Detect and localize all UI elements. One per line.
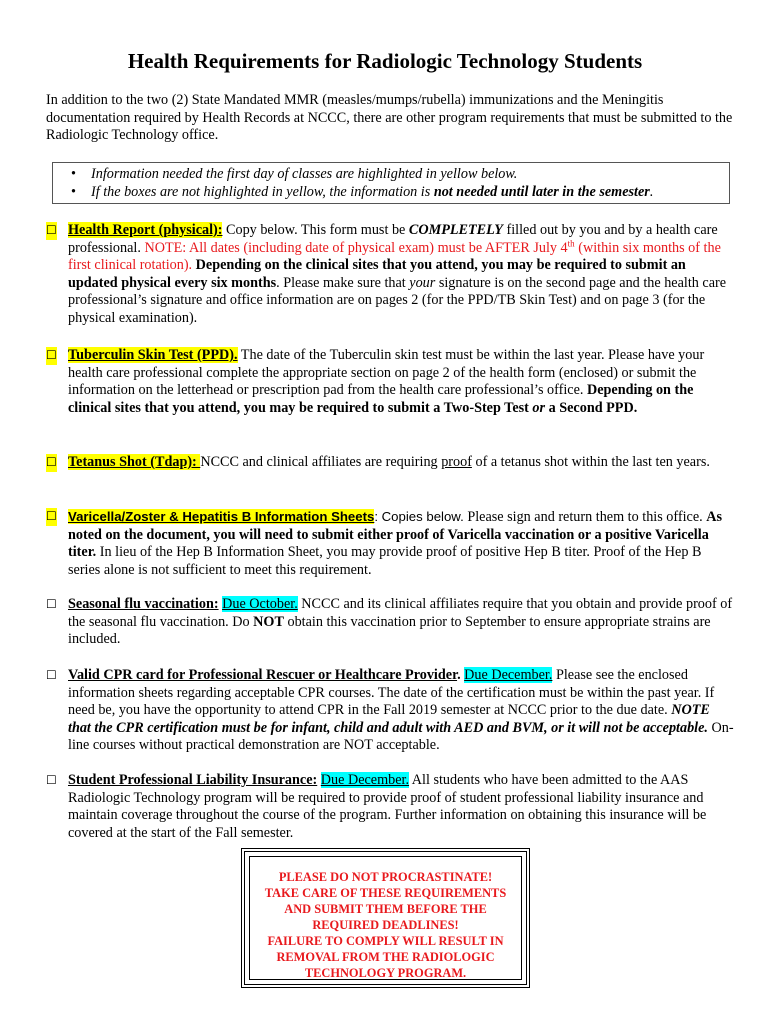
- health-report-text-4: signature is on the second page and the health care professional’s signature and office information are on pages 2 (for the PPD/TB Skin Test) and on page 3 (for the physical examination).: [68, 274, 727, 326]
- checkbox-tetanus[interactable]: ☐: [46, 454, 57, 472]
- varicella-bold: As noted on the document, you will need to submit either proof of Varicella vaccination or a positive Varicella titer.: [68, 509, 722, 561]
- tuberculin-text: The date of the Tuberculin skin test must be within the last year. Please have your health care professional complete the appropriate section on page 2 of the health form (enclosed) or submit the information on the letterhead or prescription pad from the health care professional’s office.: [68, 347, 705, 399]
- health-report-note-2: (within six months of the first clinical rotation).: [68, 239, 721, 274]
- warning-line-4: REQUIRED DEADLINES!: [312, 918, 459, 932]
- info-line-2-emphasis: not needed until later in the semester: [433, 183, 650, 200]
- requirement-health-report: [46, 222, 736, 328]
- flu-text-2: obtain this vaccination prior to September to ensure appropriate strains are included.: [68, 613, 711, 648]
- tetanus-text-1: NCCC and clinical affiliates are requiring: [200, 454, 442, 470]
- insurance-due-badge: Due December.: [320, 772, 410, 788]
- health-report-text-3: . Please make sure that: [276, 274, 410, 291]
- health-report-completely: COMPLETELY: [408, 222, 503, 238]
- info-line-1: • Information needed the first day of classes are highlighted in yellow below.: [71, 166, 729, 184]
- warning-line-1: PLEASE DO NOT PROCRASTINATE!: [278, 870, 493, 884]
- varicella-heading: Varicella/Zoster & Hepatitis B Information Sheets: [68, 509, 375, 524]
- checkbox-cpr[interactable]: ☐: [46, 668, 57, 682]
- checkbox-health-report[interactable]: ☐: [46, 222, 57, 240]
- cpr-note: NOTE that the CPR certification must be for infant, child and adult with AED and BVM, or it will not be acceptable.: [68, 702, 710, 736]
- tetanus-proof: proof: [441, 454, 472, 470]
- checkbox-tuberculin[interactable]: ☐: [46, 347, 57, 365]
- cpr-heading: Valid CPR card for Professional Rescuer or Healthcare Provider: [68, 667, 458, 683]
- insurance-text: All students who have been admitted to the AAS Radiologic Technology program will be required to provide proof of student professional liability insurance and maintain coverage throughout the course of the program. Further information on obtaining this insurance will be covered at the start of the Fall semester.: [68, 772, 707, 841]
- flu-heading: Seasonal flu vaccination:: [68, 596, 219, 612]
- flu-due-badge: Due October.: [222, 596, 298, 612]
- tuberculin-or: or: [532, 399, 546, 416]
- flu-text-1: NCCC and its clinical affiliates require that you obtain and provide proof of the seasonal flu vaccination. Do: [68, 596, 733, 630]
- tuberculin-bold-1: Depending on the clinical sites that you attend, you may be required to submit a Two-Step Test: [68, 382, 694, 416]
- warning-line-7: TECHNOLOGY PROGRAM.: [304, 966, 467, 980]
- tuberculin-heading: Tuberculin Skin Test (PPD).: [68, 347, 238, 363]
- cpr-text-2: On-line courses without practical demonstration are NOT acceptable.: [68, 719, 734, 754]
- varicella-text-1: Please sign and return them to this office.: [463, 509, 707, 525]
- requirement-tetanus: [46, 454, 736, 472]
- warning-line-5: FAILURE TO COMPLY WILL RESULT IN: [267, 934, 504, 948]
- health-report-note: NOTE: All dates (including date of physical exam) must be AFTER July 4: [144, 239, 568, 256]
- warning-box-inner: [249, 856, 522, 980]
- info-line-2-end: .: [649, 183, 654, 200]
- health-report-bold: Depending on the clinical sites that you attend, you may be required to submit an updated physical every six months: [68, 257, 686, 291]
- cpr-heading-dot: .: [457, 667, 461, 683]
- info-line-2-text: If the boxes are not highlighted in yellow, the information is: [91, 183, 434, 200]
- tetanus-text-2: of a tetanus shot within the last ten years.: [471, 454, 710, 470]
- warning-line-6: REMOVAL FROM THE RADIOLOGIC: [276, 950, 495, 964]
- info-line-2: [71, 184, 729, 202]
- flu-not: NOT: [253, 613, 284, 630]
- checkbox-flu[interactable]: ☐: [46, 597, 57, 611]
- checkbox-insurance[interactable]: ☐: [46, 773, 57, 787]
- requirement-flu: [46, 596, 736, 649]
- varicella-copies: : Copies below.: [374, 509, 464, 524]
- requirement-insurance: [46, 772, 736, 842]
- requirement-cpr: [46, 667, 736, 755]
- varicella-text-2: In lieu of the Hep B Information Sheet, you may provide proof of positive Hep B titer. Proof of the Hep B series alone is not sufficient to meet this requirement.: [68, 544, 702, 578]
- warning-line-2: TAKE CARE OF THESE REQUIREMENTS: [264, 886, 507, 900]
- health-report-text-1: Copy below. This form must be: [222, 222, 409, 238]
- warning-box: [241, 848, 530, 988]
- cpr-due-badge: Due December.: [464, 667, 553, 683]
- insurance-heading: Student Professional Liability Insurance:: [68, 772, 318, 788]
- tetanus-heading: Tetanus Shot (Tdap):: [68, 454, 201, 470]
- requirement-tuberculin: [46, 347, 736, 417]
- health-report-heading: Health Report (physical):: [68, 222, 223, 238]
- health-report-your: your: [409, 274, 436, 291]
- health-report-note-sup: th: [567, 237, 575, 248]
- checkbox-varicella[interactable]: ☐: [46, 508, 57, 526]
- page-title: Health Requirements for Radiologic Technology Students: [127, 49, 643, 73]
- intro-paragraph: In addition to the two (2) State Mandated MMR (measles/mumps/rubella) immunizations and the Meningitis documentation required by Health Records at NCCC, there are other program requirements that must be submitted to the Radiologic Technology office.: [46, 92, 733, 144]
- warning-line-3: AND SUBMIT THEM BEFORE THE: [284, 902, 487, 916]
- info-box: [52, 162, 730, 204]
- cpr-text-1: Please see the enclosed information sheets regarding acceptable CPR courses. The date of the certification must be within the past year. If need be, you have the opportunity to attend CPR in the Fall 2019 semester at NCCC prior to the due date.: [68, 667, 715, 719]
- requirement-varicella-hepb: [46, 508, 736, 579]
- tuberculin-bold-2: a Second PPD.: [545, 399, 638, 416]
- health-report-text-2: filled out by you and by a health care professional.: [68, 222, 718, 256]
